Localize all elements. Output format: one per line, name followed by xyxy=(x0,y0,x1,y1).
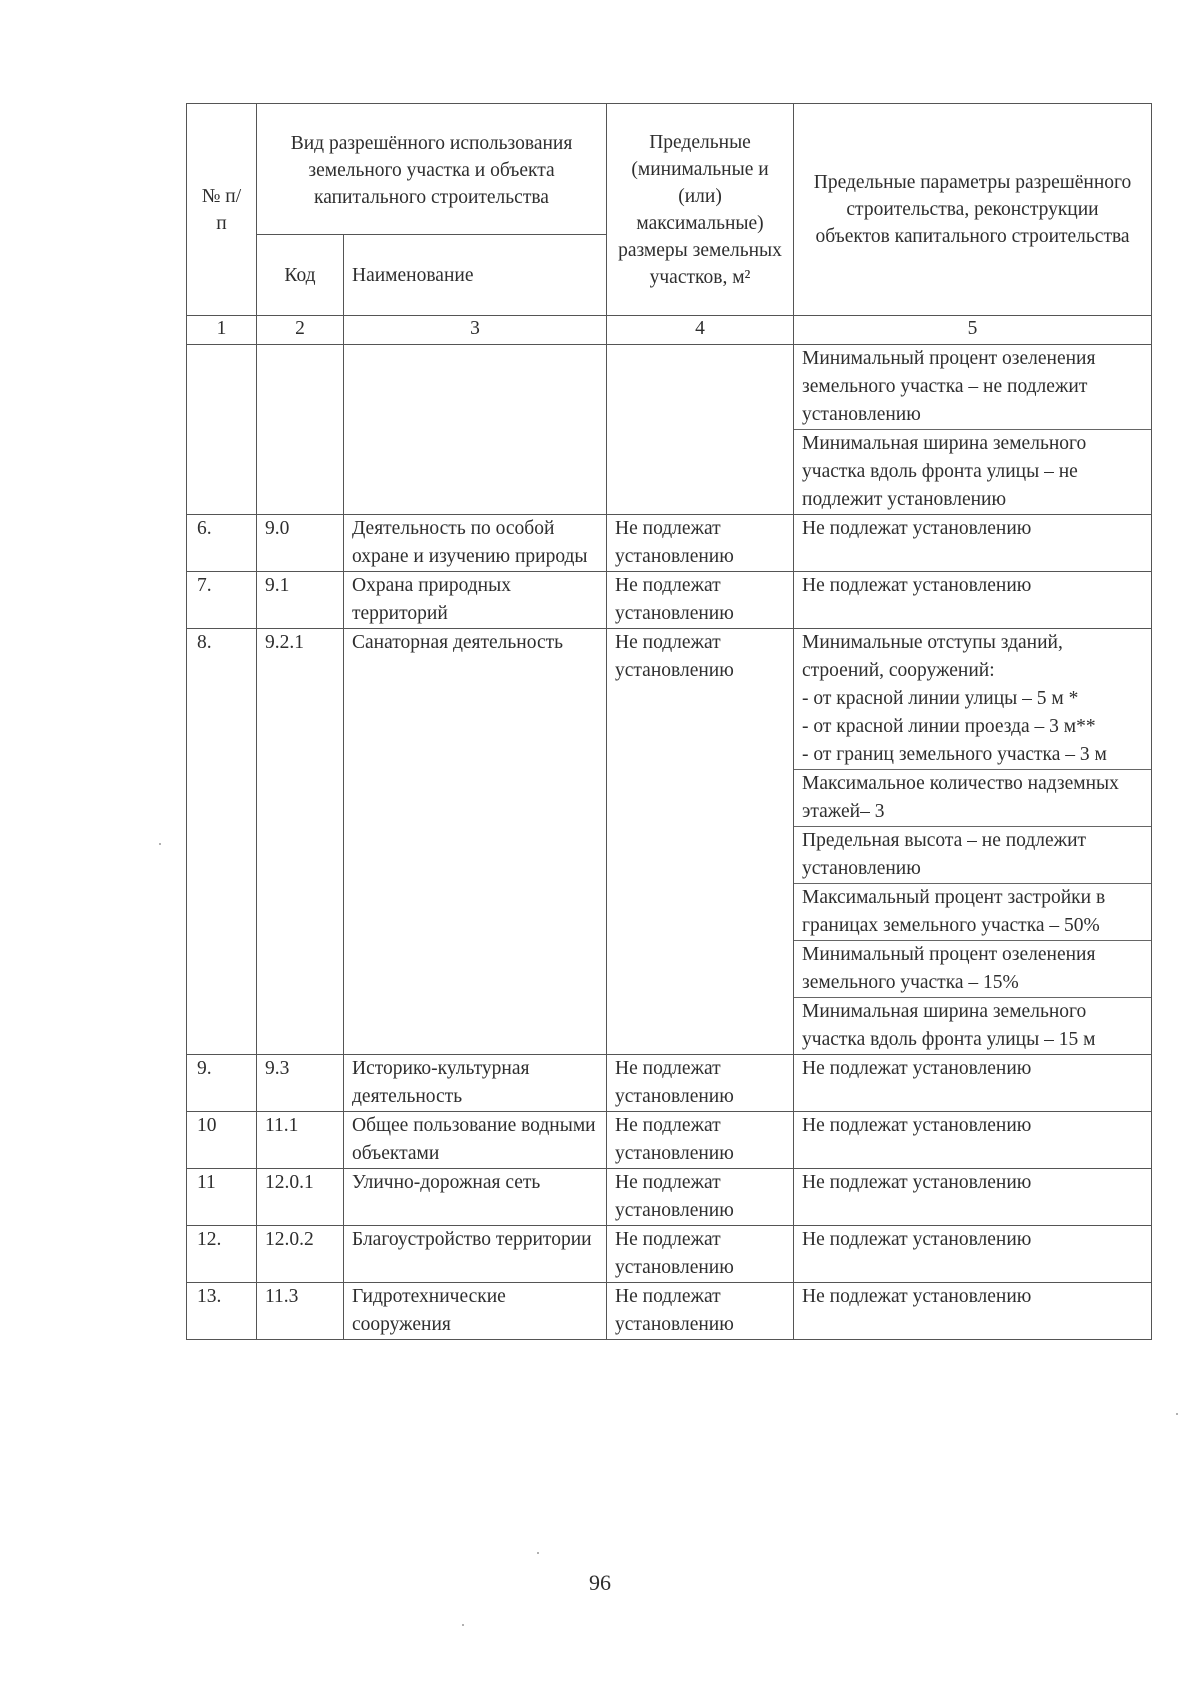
header-razmery-text: Предельные (минимальные и (или) максимальные) размеры земельных участков, м² xyxy=(618,131,782,288)
size-cell: Не подлежат установлению xyxy=(607,1283,794,1340)
num-cell: 13. xyxy=(187,1283,257,1340)
header-kod: Код xyxy=(257,235,344,316)
name-cell: Общее пользование водными объектами xyxy=(344,1112,607,1169)
page-number: 96 xyxy=(589,1570,611,1595)
param-entry: Минимальный процент озеленения земельного участка – не подлежит установлению xyxy=(802,348,1096,425)
param-entry: Не подлежат установлению xyxy=(802,1115,1032,1136)
name-cell: Историко-культурная деятельность xyxy=(344,1055,607,1112)
num-cell: 9. xyxy=(187,1055,257,1112)
scan-speck xyxy=(1176,1413,1178,1415)
header-naim: Наименование xyxy=(344,235,607,316)
num-cell: 12. xyxy=(187,1226,257,1283)
param-entry: Не подлежат установлению xyxy=(802,1229,1032,1250)
size-cell: Не подлежат установлению xyxy=(607,1226,794,1283)
params-cell xyxy=(794,1169,1152,1226)
num-cell: 7. xyxy=(187,572,257,629)
size-cell: Не подлежат установлению xyxy=(607,1055,794,1112)
params-cell xyxy=(794,345,1152,515)
size-cell: Не подлежат установлению xyxy=(607,1169,794,1226)
name-cell: Благоустройство территории xyxy=(344,1226,607,1283)
params-cell xyxy=(794,1055,1152,1112)
params-cell xyxy=(794,1226,1152,1283)
empty-cell xyxy=(344,345,607,515)
code-cell: 9.0 xyxy=(257,515,344,572)
empty-cell xyxy=(607,345,794,515)
table-body xyxy=(187,316,1152,1340)
param-entry: Максимальное количество надземных этажей– 3 xyxy=(794,769,1151,826)
size-cell: Не подлежат установлению xyxy=(607,629,794,1055)
name-cell: Охрана природных территорий xyxy=(344,572,607,629)
header-num: № п/п xyxy=(187,104,257,316)
empty-cell xyxy=(187,345,257,515)
num-cell: 10 xyxy=(187,1112,257,1169)
column-index-cell: 5 xyxy=(794,316,1152,345)
param-entry: Не подлежат установлению xyxy=(802,518,1032,539)
name-cell: Деятельность по особой охране и изучению природы xyxy=(344,515,607,572)
size-cell: Не подлежат установлению xyxy=(607,515,794,572)
param-entry: Не подлежат установлению xyxy=(802,575,1032,596)
code-cell: 11.3 xyxy=(257,1283,344,1340)
code-cell: 11.1 xyxy=(257,1112,344,1169)
header-vid: Вид разрешённого использования земельного участка и объекта капитального строительства xyxy=(257,104,607,235)
param-entry: Минимальная ширина земельного участка вдоль фронта улицы – 15 м xyxy=(794,997,1151,1054)
column-index-row xyxy=(187,316,1152,345)
header-row-top xyxy=(187,104,1152,235)
code-cell: 12.0.2 xyxy=(257,1226,344,1283)
scan-speck xyxy=(537,1552,539,1554)
table-row-continuation xyxy=(187,345,1152,515)
column-index-cell: 1 xyxy=(187,316,257,345)
table-row xyxy=(187,515,1152,572)
column-index-cell: 2 xyxy=(257,316,344,345)
size-cell: Не подлежат установлению xyxy=(607,572,794,629)
param-entry: Не подлежат установлению xyxy=(802,1058,1032,1079)
name-cell: Улично-дорожная сеть xyxy=(344,1169,607,1226)
empty-cell xyxy=(257,345,344,515)
num-cell: 11 xyxy=(187,1169,257,1226)
scan-speck xyxy=(462,1624,464,1626)
column-index-cell: 3 xyxy=(344,316,607,345)
table-row xyxy=(187,1169,1152,1226)
column-index-cell: 4 xyxy=(607,316,794,345)
header-parametry: Предельные параметры разрешённого строительства, реконструкции объектов капитального строительства xyxy=(794,104,1152,316)
header-razmery xyxy=(607,104,794,316)
params-cell xyxy=(794,1283,1152,1340)
param-entry: Не подлежат установлению xyxy=(802,1172,1032,1193)
name-cell: Санаторная деятельность xyxy=(344,629,607,1055)
table-row xyxy=(187,1112,1152,1169)
params-cell xyxy=(794,572,1152,629)
table-row xyxy=(187,629,1152,1055)
params-cell xyxy=(794,1112,1152,1169)
scan-speck xyxy=(159,843,161,845)
param-entry: Минимальный процент озеленения земельного участка – 15% xyxy=(794,940,1151,997)
num-cell: 6. xyxy=(187,515,257,572)
params-cell xyxy=(794,629,1152,1055)
code-cell: 12.0.1 xyxy=(257,1169,344,1226)
table-row xyxy=(187,1283,1152,1340)
name-cell: Гидротехнические сооружения xyxy=(344,1283,607,1340)
table-row xyxy=(187,1226,1152,1283)
param-entry: Минимальная ширина земельного участка вдоль фронта улицы – не подлежит установлению xyxy=(794,429,1151,514)
land-use-table xyxy=(186,103,1152,1340)
table-row xyxy=(187,572,1152,629)
code-cell: 9.3 xyxy=(257,1055,344,1112)
num-cell: 8. xyxy=(187,629,257,1055)
code-cell: 9.1 xyxy=(257,572,344,629)
code-cell: 9.2.1 xyxy=(257,629,344,1055)
params-cell xyxy=(794,515,1152,572)
param-entry: Предельная высота – не подлежит установлению xyxy=(794,826,1151,883)
param-entry: Не подлежат установлению xyxy=(802,1286,1032,1307)
table-row xyxy=(187,1055,1152,1112)
param-entry: Максимальный процент застройки в границах земельного участка – 50% xyxy=(794,883,1151,940)
param-entry: Минимальные отступы зданий, строений, сооружений: - от красной линии улицы – 5 м * - от красной линии проезда – 3 м** - от границ земельного участка – 3 м xyxy=(802,632,1107,765)
size-cell: Не подлежат установлению xyxy=(607,1112,794,1169)
